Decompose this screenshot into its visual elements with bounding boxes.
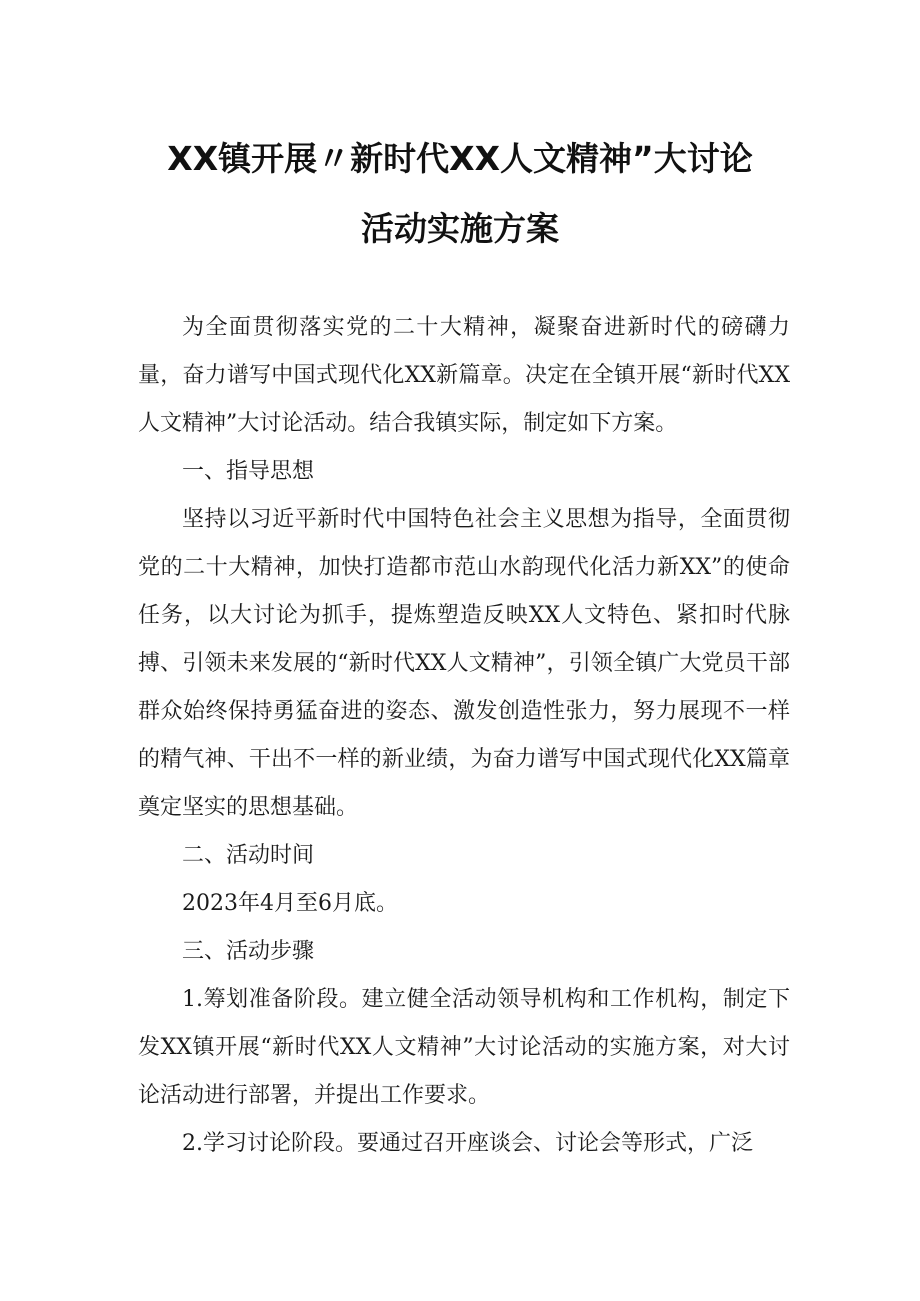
step-2-paragraph: 2.学习讨论阶段。要通过召开座谈会、讨论会等形式，广泛 (182, 1131, 753, 1156)
document-title-line-2: 活动实施方案 (361, 209, 559, 248)
guiding-ideology-paragraph: 坚持以习近平新时代中国特色社会主义思想为指导，全面贯彻党的二十大精神，加快打造都市范山水韵现代化活力新XX”的使命任务，以大讨论为抓手，提炼塑造反映XX人文特色、紧扣时代脉搏、引领未来发展的“新时代XX人文精神”，引领全镇广大党员干部群众始终保持勇猛奋进的姿态、激发创造性张力，努力展现不一样的精气神、干出不一样的新业绩，为奋力谱写中国式现代化XX篇章奠定坚实的思想基础。 (138, 507, 790, 820)
intro-paragraph: 为全面贯彻落实党的二十大精神，凝聚奋进新时代的磅礴力量，奋力谱写中国式现代化XX新篇章。决定在全镇开展“新时代XX人文精神”大讨论活动。结合我镇实际，制定如下方案。 (138, 315, 790, 436)
document-title-line-1: XX镇开展〃新时代XX人文精神”大讨论 (167, 139, 753, 178)
section-heading-activity-time: 二、活动时间 (182, 843, 315, 868)
document-body (138, 304, 790, 1168)
section-heading-activity-steps: 三、活动步骤 (182, 939, 315, 964)
step-1-paragraph: 1.筹划准备阶段。建立健全活动领导机构和工作机构，制定下发XX镇开展“新时代XX人文精神”大讨论活动的实施方案，对大讨论活动进行部署，并提出工作要求。 (138, 987, 790, 1108)
activity-time-paragraph: 2023年4月至6月底。 (182, 891, 398, 916)
section-heading-guiding-ideology: 一、指导思想 (182, 459, 315, 484)
